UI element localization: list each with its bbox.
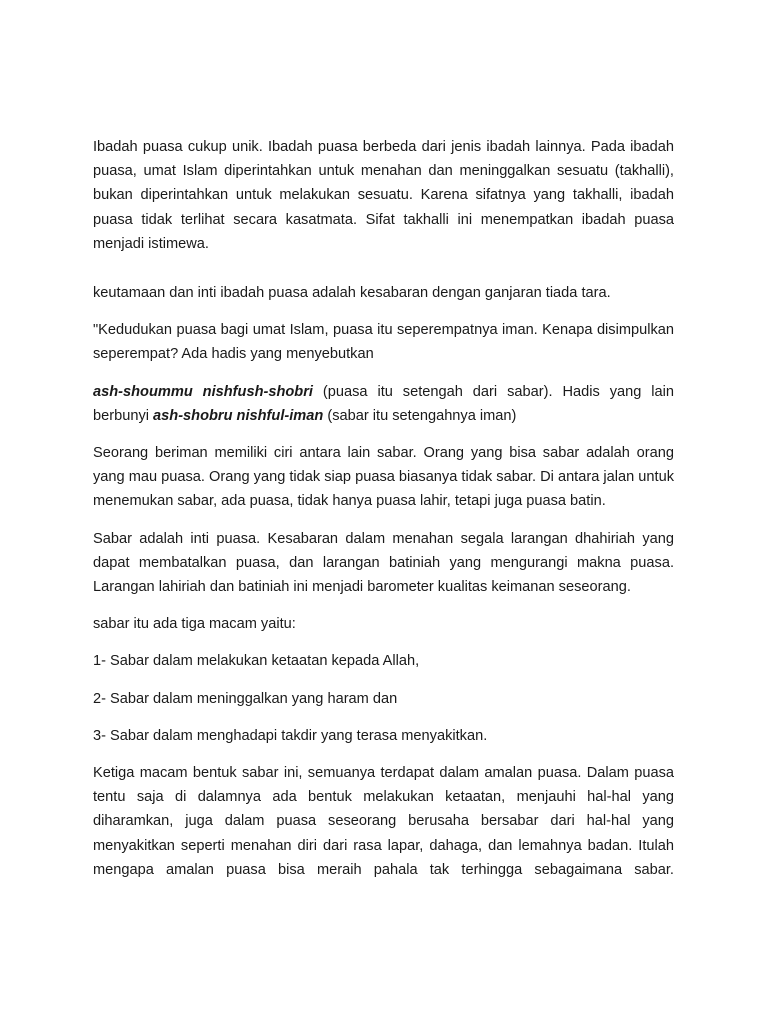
hadis-text-1: (puasa itu setengah dari sabar). Hadis yang lain berbunyi	[93, 383, 674, 424]
paragraph-seorang-beriman: Seorang beriman memiliki ciri antara lain sabar. Orang yang bisa sabar adalah orang yang mau puasa. Orang yang tidak siap puasa biasanya tidak sabar. Di antara jalan untuk menemukan sabar, ada puasa, tidak hanya puasa lahir, tetapi juga puasa batin.	[93, 445, 674, 510]
list-item-2: 2- Sabar dalam meninggalkan yang haram dan	[93, 690, 398, 707]
hadis-term-2: ash-shobru nishful-iman	[153, 407, 324, 424]
hadis-term-1: ash-shoummu nishfush-shobri	[93, 383, 313, 400]
hadis-text-2: (sabar itu setengahnya iman)	[323, 407, 517, 424]
paragraph-hadis	[93, 380, 674, 428]
paragraph-tiga-macam: sabar itu ada tiga macam yaitu:	[93, 616, 296, 633]
list-item-1: 1- Sabar dalam melakukan ketaatan kepada Allah,	[93, 653, 420, 670]
paragraph-sabar-inti: Sabar adalah inti puasa. Kesabaran dalam menahan segala larangan dhahiriah yang dapat membatalkan puasa, dan larangan batiniah yang mengurangi makna puasa. Larangan lahiriah dan batiniah ini menjadi barometer kualitas keimanan seseorang.	[93, 530, 674, 596]
paragraph-kedudukan: "Kedudukan puasa bagi umat Islam, puasa itu seperempatnya iman. Kenapa disimpulkan seperempat? Ada hadis yang menyebutkan	[93, 322, 674, 363]
paragraph-intro: Ibadah puasa cukup unik. Ibadah puasa berbeda dari jenis ibadah lainnya. Pada ibadah puasa, umat Islam diperintahkan untuk menahan dan meninggalkan sesuatu (takhalli), bukan diperintahkan untuk melakukan sesuatu. Karena sifatnya yang takhalli, ibadah puasa tidak terlihat secara kasatmata. Sifat takhalli ini menempatkan ibadah puasa menjadi istimewa.	[93, 139, 674, 252]
paragraph-keutamaan: keutamaan dan inti ibadah puasa adalah kesabaran dengan ganjaran tiada tara.	[93, 285, 611, 302]
paragraph-ketiga-macam: Ketiga macam bentuk sabar ini, semuanya terdapat dalam amalan puasa. Dalam puasa tentu saja di dalamnya ada bentuk melakukan ketaatan, menjauhi hal-hal yang diharamkan, juga dalam puasa seseorang berusaha bersabar dari hal-hal yang menyakitkan seperti menahan diri dari rasa lapar, dahaga, dan lemahnya badan. Itulah mengapa amalan puasa bisa meraih pahala tak terhingga sebagaimana sabar.	[93, 765, 674, 878]
document-body	[93, 135, 674, 882]
list-item-3: 3- Sabar dalam menghadapi takdir yang terasa menyakitkan.	[93, 727, 488, 744]
